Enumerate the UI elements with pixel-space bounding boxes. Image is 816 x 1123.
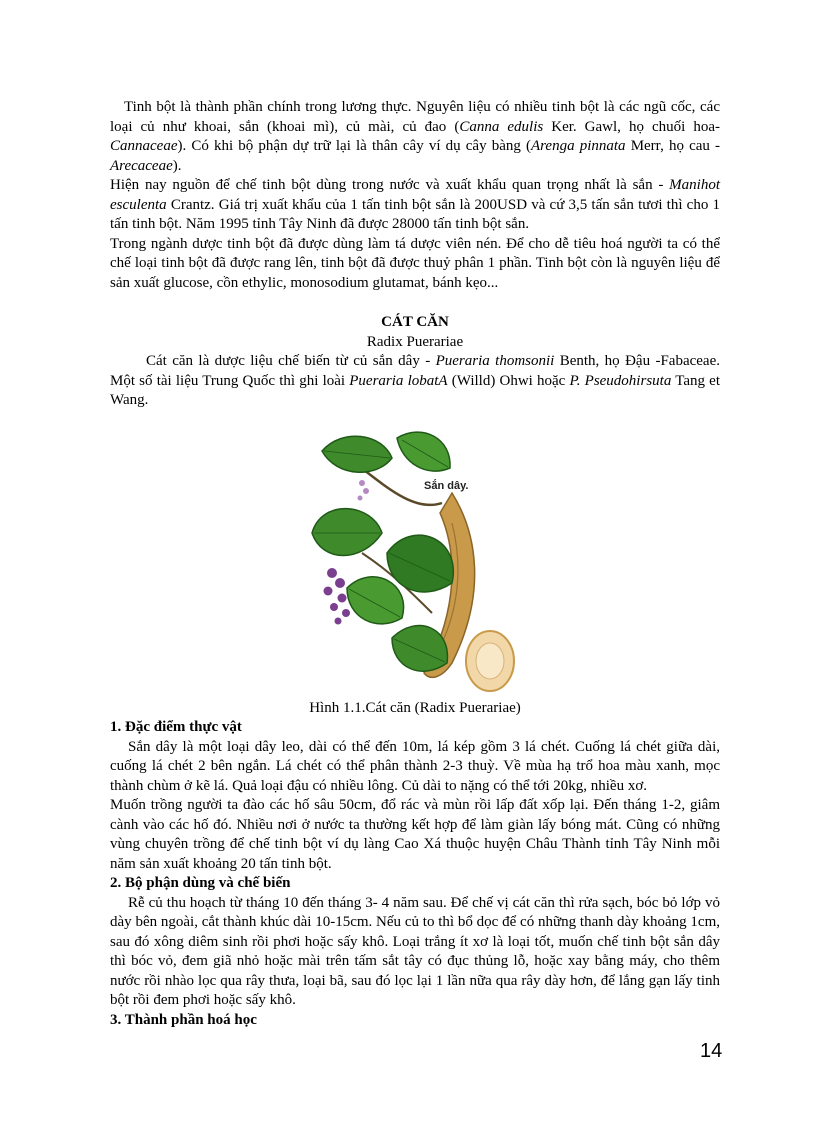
- intro-paragraph-1: [110, 98, 720, 176]
- text-run: ).: [172, 157, 182, 174]
- monograph-title: CÁT CĂN: [381, 314, 449, 330]
- intro-paragraph-2: [110, 176, 720, 235]
- species-name: Pueraria thomsonii: [435, 353, 555, 369]
- figure-caption: Hình 1.1.Cát căn (Radix Puerariae): [309, 699, 521, 716]
- family-name: Arecaceae: [110, 157, 173, 174]
- page-number: 14: [700, 1040, 723, 1062]
- intro-paragraph-3: Trong ngành dược tinh bột đã được dùng làm tá dược viên nén. Để cho dễ tiêu hoá người ta có thể chế loại tinh bột đã được rang lên, tinh bột đã được thuỷ phân 1 phần. Tinh bột còn là nguyên liệu để sản xuất glucose, cồn ethylic, monosodium glutamat, bánh kẹo...: [110, 235, 720, 291]
- section-1-heading: 1. Đặc điểm thực vật: [110, 719, 242, 735]
- section-2-paragraph-1: Rễ củ thu hoạch từ tháng 10 đến tháng 3- 4 năm sau. Để chế vị cát căn thì rửa sạch, bóc bỏ lớp vỏ dày bên ngoài, cắt thành khúc dài 10-15cm. Nếu củ to thì bổ dọc để có những thanh dày khoảng 1cm, sau đó xông diêm sinh rồi phơi hoặc sấy khô. Loại trắng ít xơ là loại tốt, muốn chế tinh bột sắn dây thì bóc vỏ, đem giã nhỏ hoặc mài trên tấm sắt tây có đục thủng lỗ, hoặc xay bằng máy, cho thêm nước rồi nhào lọc qua rây thưa, loại bã, sau đó lọc lại 1 lần nữa qua rây dày hơn, để lắng gạn lấy tinh bột rồi đem phơi hoặc sấy khô.: [110, 894, 720, 1008]
- section-1-paragraph-1: Sắn dây là một loại dây leo, dài có thể đến 10m, lá kép gồm 3 lá chét. Cuống lá chét giữa dài, cuống lá chét 2 bên ngắn. Lá chét có thể phân thành 2-3 thuỳ. Về mùa hạ trổ hoa màu xanh, mọc thành chùm ở kẽ lá. Quả loại đậu có nhiều lông. Củ dài to nặng có thể tới 20kg, nhiều xơ.: [110, 738, 720, 794]
- text-run: Tinh bột là thành phần chính trong lương thực. Nguyên liệu có nhiều tinh bột là các ngũ cốc, các loại củ như khoai, sắn (khoai mì), củ mài, củ đao (: [110, 99, 720, 135]
- section-2-heading: 2. Bộ phận dùng và chế biến: [110, 875, 291, 891]
- text-run: (Willd) Ohwi hoặc: [447, 372, 570, 389]
- text-run: Benth, họ Đậu -Fabaceae. Một số tài liệu Trung Quốc thì ghi loài: [110, 353, 720, 389]
- pueraria-drawing: [302, 423, 528, 693]
- text-run: Crantz. Giá trị xuất khẩu của 1 tấn tinh bột sắn là 200USD và cứ 3,5 tấn sắn tươi thì cho 1 tấn tinh bột. Năm 1995 tỉnh Tây Ninh đã được 28000 tấn tinh bột sắn.: [110, 196, 720, 232]
- species-name: P. Pseudohirsuta: [569, 372, 672, 389]
- species-name: Pueraria lobatA: [349, 372, 448, 389]
- text-run: Hiện nay nguồn để chế tinh bột dùng trong nước và xuất khẩu quan trọng nhất là sắn -: [110, 177, 670, 193]
- species-name: Manihot esculenta: [110, 177, 720, 213]
- text-run: Merr, họ cau -: [625, 138, 721, 154]
- text-run: Ker. Gawl, họ chuối hoa-: [543, 118, 720, 135]
- text-run: ). Có khi bộ phận dự trữ lại là thân cây ví dụ cây bàng (: [177, 138, 531, 154]
- text-run: Tang et Wang.: [110, 372, 721, 408]
- text-run: Cát căn là dược liệu chế biến từ củ sắn dây -: [146, 353, 436, 369]
- section-3-heading: 3. Thành phần hoá học: [110, 1011, 257, 1028]
- section-1-paragraph-2: Muốn trồng người ta đào các hố sâu 50cm, đổ rác và mùn rồi lấp đất xốp lại. Đến tháng 1-2, giâm cành vào các hố đó. Nhiều nơi ở nước ta thường kết hợp để làm giàn lấy bóng mát. Cũng có những vùng chuyên trồng để chế tinh bột ví dụ làng Cao Xá thuộc huyện Châu Thành tỉnh Tây Ninh mỗi năm sản xuất khoảng 20 tấn tinh bột.: [110, 797, 720, 872]
- document-page: [110, 98, 720, 1030]
- species-name: Arenga pinnata: [530, 138, 626, 154]
- family-name: Cannaceae: [110, 138, 178, 154]
- pueraria-illustration: [302, 423, 528, 693]
- species-name: Canna edulis: [459, 118, 544, 135]
- monograph-latin-name: Radix Puerariae: [366, 333, 464, 350]
- monograph-description: [110, 352, 720, 411]
- figure-label: Sắn dây.: [424, 479, 469, 492]
